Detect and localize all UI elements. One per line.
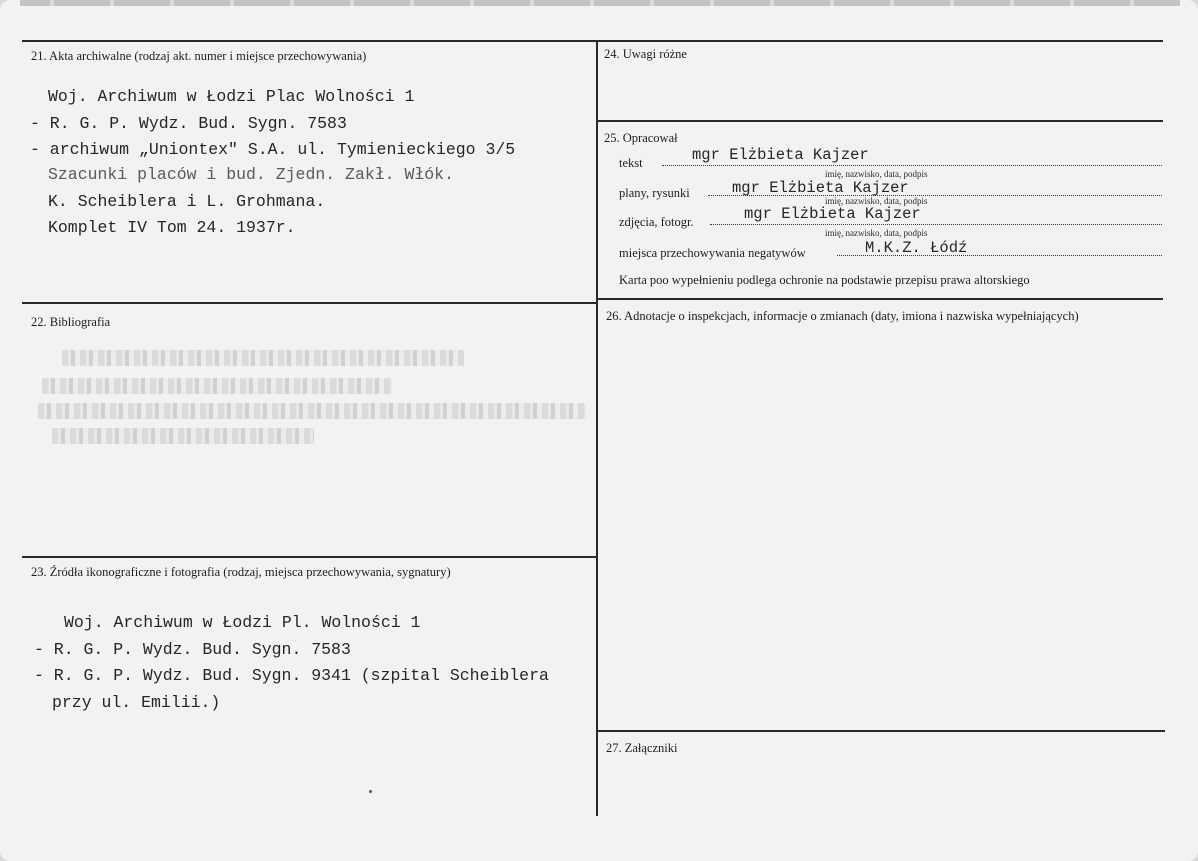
bibliografia-label: 22. Bibliografia [31, 315, 111, 329]
rule-top [22, 40, 1163, 42]
zdjecia-dotted-line [710, 224, 1162, 225]
opracowal-label: 25. Opracował [604, 131, 678, 145]
tekst-label: tekst [619, 156, 643, 170]
erased-text-2 [42, 378, 392, 394]
uwagi-label: 24. Uwagi różne [604, 47, 687, 61]
akta-label: 21. Akta archiwalne (rodzaj akt. numer i miejsce przechowywania) [31, 49, 367, 63]
top-edge-strip [20, 0, 1180, 6]
zrodla-line-4: przy ul. Emilii.) [52, 693, 221, 712]
erased-text-4 [52, 428, 314, 444]
tekst-sublabel: imię, nazwisko, data, podpis [825, 169, 928, 179]
plany-value: mgr Elżbieta Kajzer [732, 179, 909, 197]
zalaczniki-label: 27. Załączniki [606, 741, 678, 755]
akta-line-5: K. Scheiblera i L. Grohmana. [48, 192, 326, 211]
zrodla-label: 23. Źródła ikonograficzne i fotografia (rodzaj, miejsca przechowywania, sygnatury) [31, 565, 451, 579]
akta-line-1: Woj. Archiwum w Łodzi Plac Wolności 1 [48, 87, 415, 106]
zdjecia-sublabel: imię, nazwisko, data, podpis [825, 228, 928, 238]
rule-center-divider [596, 40, 598, 816]
rule-left-mid-2 [22, 556, 597, 558]
negatywy-value: M.K.Z. Łódź [865, 239, 968, 257]
akta-line-4: Szacunki placów i bud. Zjedn. Zakł. Włók. [48, 165, 454, 184]
zrodla-line-1: Woj. Archiwum w Łodzi Pl. Wolności 1 [64, 613, 421, 632]
zrodla-line-3: - R. G. P. Wydz. Bud. Sygn. 9341 (szpital Scheiblera [34, 666, 549, 685]
adnotacje-label: 26. Adnotacje o inspekcjach, informacje o zmianach (daty, imiona i nazwiska wypełniających) [606, 309, 1079, 323]
rule-right-mid-1 [597, 298, 1163, 300]
tekst-dotted-line [662, 165, 1162, 166]
zrodla-line-2: - R. G. P. Wydz. Bud. Sygn. 7583 [34, 640, 351, 659]
zdjecia-label: zdjęcia, fotogr. [619, 215, 694, 229]
rule-right-mid-2 [597, 730, 1165, 732]
tekst-value: mgr Elżbieta Kajzer [692, 146, 869, 164]
plany-sublabel: imię, nazwisko, data, podpis [825, 196, 928, 206]
akta-line-2: - R. G. P. Wydz. Bud. Sygn. 7583 [30, 114, 347, 133]
opracowal-note: Karta poo wypełnieniu podlega ochronie na podstawie przepisu prawa altorskiego [619, 273, 1030, 287]
erased-text-1 [62, 350, 464, 366]
plany-label: plany, rysunki [619, 186, 690, 200]
ink-speck [369, 790, 372, 793]
erased-text-3 [38, 403, 586, 419]
akta-line-3: - archiwum „Uniontex" S.A. ul. Tymienieckiego 3/5 [30, 140, 516, 159]
negatywy-label: miejsca przechowywania negatywów [619, 246, 806, 260]
rule-uwagi-bottom [597, 120, 1163, 122]
rule-left-mid-1 [22, 302, 597, 304]
akta-line-6: Komplet IV Tom 24. 1937r. [48, 218, 296, 237]
zdjecia-value: mgr Elżbieta Kajzer [744, 205, 921, 223]
